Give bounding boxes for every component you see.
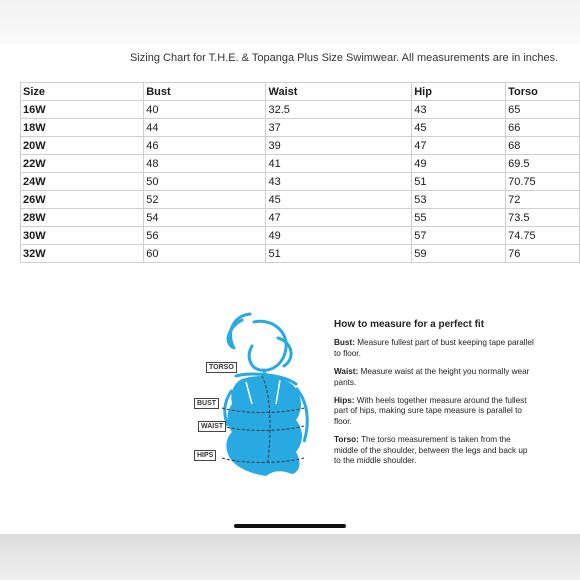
table-row bbox=[21, 101, 580, 119]
table-cell-bust: 44 bbox=[144, 119, 266, 137]
torso-label: TORSO bbox=[206, 362, 237, 373]
top-bar bbox=[0, 0, 580, 44]
header-size: Size bbox=[21, 83, 144, 101]
table-cell-waist: 37 bbox=[266, 119, 412, 137]
table-cell-waist: 39 bbox=[266, 137, 412, 155]
how-to-item bbox=[334, 367, 534, 388]
how-to-item-term: Bust: bbox=[334, 338, 355, 348]
table-cell-size: 22W bbox=[21, 155, 144, 173]
table-cell-waist: 32.5 bbox=[266, 101, 412, 119]
how-to-item-term: Torso: bbox=[334, 435, 359, 445]
table-cell-size: 32W bbox=[21, 245, 144, 263]
table-header-row bbox=[21, 83, 580, 101]
table-cell-torso: 73.5 bbox=[506, 209, 580, 227]
table-cell-hip: 45 bbox=[412, 119, 506, 137]
table-cell-waist: 45 bbox=[266, 191, 412, 209]
table-cell-hip: 59 bbox=[412, 245, 506, 263]
table-cell-waist: 41 bbox=[266, 155, 412, 173]
table-cell-torso: 68 bbox=[506, 137, 580, 155]
header-bust: Bust bbox=[144, 83, 266, 101]
table-cell-size: 16W bbox=[21, 101, 144, 119]
head-outline bbox=[249, 321, 286, 370]
waist-label: WAIST bbox=[198, 421, 226, 432]
table-cell-torso: 69.5 bbox=[506, 155, 580, 173]
size-chart-table bbox=[20, 82, 580, 263]
table-cell-hip: 49 bbox=[412, 155, 506, 173]
table-cell-bust: 56 bbox=[144, 227, 266, 245]
home-indicator[interactable] bbox=[234, 524, 346, 528]
table-cell-size: 26W bbox=[21, 191, 144, 209]
how-to-item bbox=[334, 338, 534, 359]
how-to-item-text: With heels together measure around the fullest part of hips, making sure tape measure is parallel to floor. bbox=[334, 396, 527, 426]
table-row bbox=[21, 245, 580, 263]
table-cell-torso: 66 bbox=[506, 119, 580, 137]
table-cell-bust: 46 bbox=[144, 137, 266, 155]
hair-outline bbox=[228, 314, 250, 348]
table-row bbox=[21, 137, 580, 155]
table-cell-torso: 70.75 bbox=[506, 173, 580, 191]
table-cell-bust: 50 bbox=[144, 173, 266, 191]
table-cell-hip: 43 bbox=[412, 101, 506, 119]
how-to-item bbox=[334, 435, 534, 466]
table-cell-size: 28W bbox=[21, 209, 144, 227]
bust-label: BUST bbox=[194, 398, 219, 409]
header-waist: Waist bbox=[266, 83, 412, 101]
table-cell-hip: 47 bbox=[412, 137, 506, 155]
how-to-item-text: The torso measurement is taken from the middle of the shoulder, between the legs and back up to the middle shoulder. bbox=[334, 435, 528, 466]
table-cell-torso: 76 bbox=[506, 245, 580, 263]
how-to-item-term: Waist: bbox=[334, 367, 359, 377]
table-row bbox=[21, 209, 580, 227]
table-row bbox=[21, 227, 580, 245]
how-to-item bbox=[334, 396, 534, 427]
table-row bbox=[21, 191, 580, 209]
how-to-item-text: Measure fullest part of bust keeping tape parallel to floor. bbox=[334, 338, 534, 358]
table-cell-torso: 74.75 bbox=[506, 227, 580, 245]
table-cell-hip: 57 bbox=[412, 227, 506, 245]
table-cell-bust: 48 bbox=[144, 155, 266, 173]
how-to-measure-list bbox=[334, 338, 534, 466]
table-cell-bust: 40 bbox=[144, 101, 266, 119]
how-to-measure-title: How to measure for a perfect fit bbox=[334, 319, 485, 330]
table-row bbox=[21, 155, 580, 173]
table-cell-bust: 54 bbox=[144, 209, 266, 227]
table-cell-hip: 51 bbox=[412, 173, 506, 191]
sizing-caption: Sizing Chart for T.H.E. & Topanga Plus Size Swimwear. All measurements are in inches. bbox=[130, 52, 559, 64]
table-cell-size: 18W bbox=[21, 119, 144, 137]
how-to-item-text: Measure waist at the height you normally wear pants. bbox=[334, 367, 530, 387]
table-row bbox=[21, 173, 580, 191]
table-cell-waist: 43 bbox=[266, 173, 412, 191]
table-row bbox=[21, 119, 580, 137]
table-cell-hip: 53 bbox=[412, 191, 506, 209]
header-hip: Hip bbox=[412, 83, 506, 101]
how-to-measure-panel bbox=[334, 320, 534, 474]
how-to-item-term: Hips: bbox=[334, 396, 355, 406]
hips-label: HIPS bbox=[194, 450, 216, 461]
header-torso: Torso bbox=[506, 83, 580, 101]
measurement-figure bbox=[192, 312, 317, 522]
swimsuit-figure-illustration bbox=[192, 312, 317, 522]
table-cell-size: 24W bbox=[21, 173, 144, 191]
table-cell-size: 30W bbox=[21, 227, 144, 245]
table-cell-hip: 55 bbox=[412, 209, 506, 227]
table-cell-bust: 60 bbox=[144, 245, 266, 263]
bottom-bar bbox=[0, 534, 580, 580]
table-cell-waist: 47 bbox=[266, 209, 412, 227]
table-cell-bust: 52 bbox=[144, 191, 266, 209]
table-cell-torso: 72 bbox=[506, 191, 580, 209]
table-cell-waist: 49 bbox=[266, 227, 412, 245]
table-cell-waist: 51 bbox=[266, 245, 412, 263]
table-cell-torso: 65 bbox=[506, 101, 580, 119]
table-cell-size: 20W bbox=[21, 137, 144, 155]
